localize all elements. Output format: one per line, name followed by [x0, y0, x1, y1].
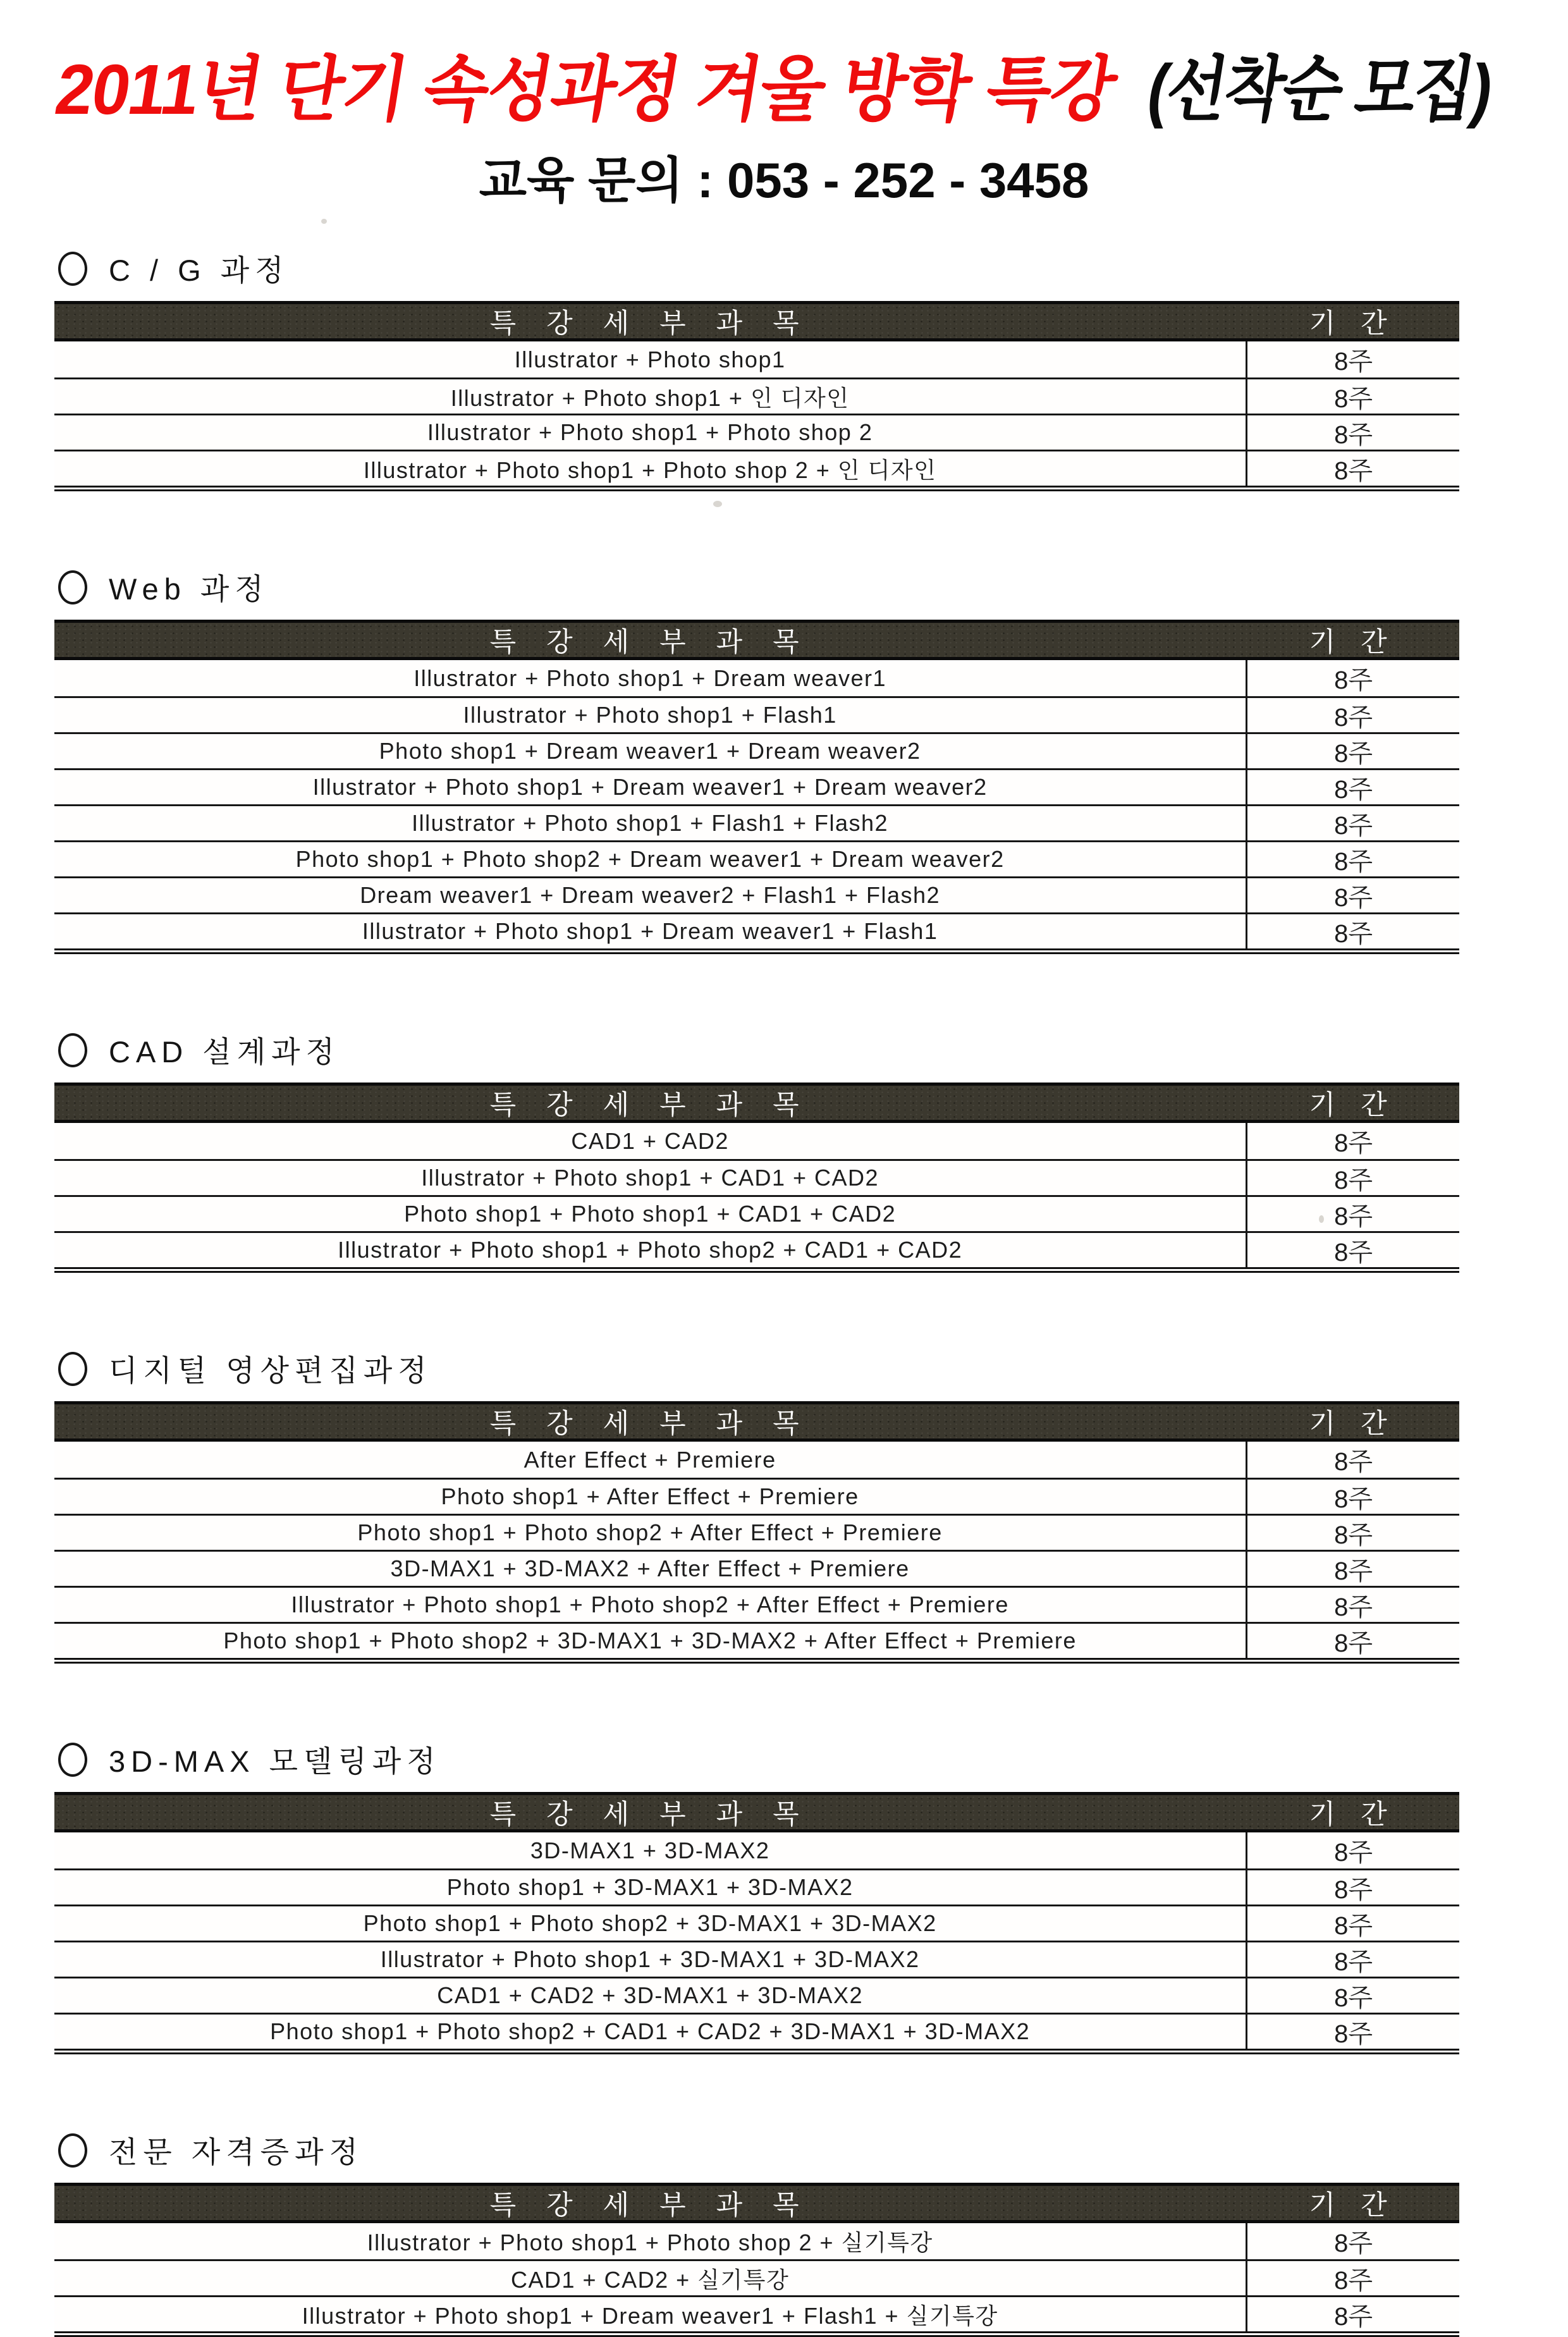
row-subject: Illustrator + Photo shop1 + 인 디자인 [450, 384, 850, 411]
table-row [54, 1159, 1459, 1195]
row-subject: Photo shop1 + Photo shop1 + CAD1 + CAD2 [404, 1201, 897, 1227]
table-header-row [54, 2183, 1459, 2223]
table-row [54, 768, 1459, 804]
row-subject: Illustrator + Photo shop1 + Photo shop 2 + 실기특강 [367, 2230, 933, 2255]
row-period: 8주 [1246, 2223, 1459, 2259]
column-header-period: 기 간 [1309, 1799, 1396, 1830]
row-subject: Illustrator + Photo shop1 + Photo shop2 + After Effect + Premiere [291, 1592, 1009, 1617]
table-row [54, 1123, 1459, 1159]
row-subject: Illustrator + Photo shop1 + Photo shop 2 [427, 419, 873, 445]
row-period: 8주 [1246, 770, 1459, 804]
row-period: 8주 [1246, 878, 1459, 912]
table-row [54, 1941, 1459, 1977]
row-period: 8주 [1246, 1588, 1459, 1622]
row-subject: CAD1 + CAD2 [571, 1127, 729, 1154]
row-subject: Photo shop1 + 3D-MAX1 + 3D-MAX2 [446, 1874, 854, 1900]
column-header-subject: 특 강 세 부 과 목 [489, 1799, 811, 1830]
course-table [54, 1792, 1459, 2054]
row-subject: CAD1 + CAD2 + 3D-MAX1 + 3D-MAX2 [437, 1982, 863, 2008]
table-row [54, 2295, 1459, 2331]
scan-speck [321, 219, 327, 224]
row-period: 8주 [1246, 2297, 1459, 2331]
row-period: 8주 [1246, 1233, 1459, 1267]
table-header-row [54, 301, 1459, 341]
table-row [54, 1195, 1459, 1231]
row-subject: Illustrator + Photo shop1 + Dream weaver1 + Flash1 [362, 918, 938, 944]
scan-speck [713, 501, 722, 507]
course-table [54, 1083, 1459, 1273]
row-subject: 3D-MAX1 + 3D-MAX2 [530, 1837, 770, 1863]
course-section [54, 247, 1459, 491]
row-subject: Illustrator + Photo shop1 + Photo shop2 + CAD1 + CAD2 [338, 1237, 963, 1263]
section-bullet-circle-icon [58, 2133, 87, 2168]
row-period: 8주 [1246, 734, 1459, 768]
column-header-period: 기 간 [1309, 308, 1396, 339]
row-subject: Illustrator + Photo shop1 + Dream weaver1 [413, 665, 887, 691]
table-header-row [54, 1401, 1459, 1442]
course-table [54, 2183, 1459, 2337]
section-title-label: CAD 설계과정 [109, 1035, 340, 1069]
course-sections [54, 247, 1459, 2337]
section-bullet-circle-icon [58, 1033, 87, 1067]
table-row [54, 732, 1459, 768]
table-row [54, 341, 1459, 377]
page-title [0, 33, 1568, 135]
course-section [54, 566, 1459, 954]
column-header-subject: 특 강 세 부 과 목 [489, 627, 811, 658]
row-period: 8주 [1246, 1624, 1459, 1658]
row-subject: Photo shop1 + Photo shop2 + CAD1 + CAD2 + 3D-MAX1 + 3D-MAX2 [270, 2018, 1031, 2044]
table-row [54, 1832, 1459, 1868]
row-subject: Illustrator + Photo shop1 + CAD1 + CAD2 [421, 1165, 879, 1191]
table-row [54, 2223, 1459, 2259]
row-period: 8주 [1246, 1123, 1459, 1159]
row-period: 8주 [1246, 914, 1459, 948]
row-period: 8주 [1246, 1480, 1459, 1514]
row-period: 8주 [1246, 1978, 1459, 2013]
table-row [54, 1550, 1459, 1586]
row-subject: Photo shop1 + Photo shop2 + Dream weaver1 + Dream weaver2 [295, 846, 1005, 872]
row-period: 8주 [1246, 1197, 1459, 1231]
course-table [54, 301, 1459, 491]
row-period: 8주 [1246, 806, 1459, 840]
section-bullet-circle-icon [58, 252, 87, 286]
table-row [54, 1977, 1459, 2013]
table-row [54, 1868, 1459, 1905]
row-period: 8주 [1246, 1906, 1459, 1941]
row-subject: Illustrator + Photo shop1 + 3D-MAX1 + 3D-MAX2 [380, 1946, 920, 1972]
section-title-label: 전문 자격증과정 [109, 2135, 364, 2169]
course-section [54, 1347, 1459, 1664]
row-subject: CAD1 + CAD2 + 실기특강 [511, 2266, 790, 2293]
table-row [54, 912, 1459, 948]
row-period: 8주 [1246, 1442, 1459, 1478]
row-period: 8주 [1246, 451, 1459, 486]
row-subject: Photo shop1 + Dream weaver1 + Dream weaver2 [379, 738, 921, 764]
section-bullet-circle-icon [58, 1352, 87, 1386]
table-row [54, 1514, 1459, 1550]
page-title-main: 2011년 단기 속성과정 겨울 방학 특강 [50, 50, 1121, 129]
table-row [54, 414, 1459, 450]
course-section [54, 1029, 1459, 1273]
table-row [54, 1442, 1459, 1478]
course-section [54, 1738, 1459, 2054]
table-row [54, 876, 1459, 912]
row-subject: Illustrator + Photo shop1 + Dream weaver1 + Dream weaver2 [312, 774, 988, 800]
row-period: 8주 [1246, 660, 1459, 696]
row-period: 8주 [1246, 1552, 1459, 1586]
row-subject: 3D-MAX1 + 3D-MAX2 + After Effect + Premiere [390, 1555, 910, 1581]
column-header-subject: 특 강 세 부 과 목 [489, 308, 811, 339]
row-subject: Photo shop1 + After Effect + Premiere [441, 1483, 859, 1509]
row-subject: Dream weaver1 + Dream weaver2 + Flash1 + Flash2 [360, 882, 941, 908]
course-section [54, 2129, 1459, 2337]
column-header-subject: 특 강 세 부 과 목 [489, 2190, 811, 2221]
row-period: 8주 [1246, 1516, 1459, 1550]
contact-phone: 교육 문의 : 053 - 252 - 3458 [479, 152, 1089, 208]
row-subject: Photo shop1 + Photo shop2 + 3D-MAX1 + 3D-MAX2 + After Effect + Premiere [223, 1628, 1077, 1653]
row-period: 8주 [1246, 1870, 1459, 1905]
table-header-row [54, 620, 1459, 660]
table-row [54, 1622, 1459, 1658]
row-period: 8주 [1246, 1161, 1459, 1195]
row-subject: After Effect + Premiere [524, 1446, 776, 1473]
table-row [54, 804, 1459, 840]
column-header-period: 기 간 [1309, 1408, 1396, 1439]
row-period: 8주 [1246, 842, 1459, 876]
table-row [54, 1478, 1459, 1514]
page-title-note: (선착순 모집) [1142, 50, 1497, 129]
table-row [54, 660, 1459, 696]
course-table [54, 1401, 1459, 1664]
row-period: 8주 [1246, 341, 1459, 377]
table-row [54, 1231, 1459, 1267]
row-subject: Photo shop1 + Photo shop2 + 3D-MAX1 + 3D-MAX2 [363, 1910, 937, 1936]
section-title-label: Web 과정 [109, 572, 269, 606]
column-header-subject: 특 강 세 부 과 목 [489, 1408, 811, 1439]
row-subject: Illustrator + Photo shop1 [514, 346, 786, 372]
section-bullet-circle-icon [58, 1743, 87, 1777]
section-title-label: 3D-MAX 모델링과정 [109, 1745, 441, 1778]
section-bullet-circle-icon [58, 570, 87, 604]
row-period: 8주 [1246, 415, 1459, 450]
row-subject: Illustrator + Photo shop1 + Dream weaver1 + Flash1 + 실기특강 [302, 2302, 998, 2329]
row-period: 8주 [1246, 698, 1459, 732]
table-row [54, 1905, 1459, 1941]
row-period: 8주 [1246, 1942, 1459, 1977]
scan-speck [1319, 1215, 1324, 1223]
row-subject: Illustrator + Photo shop1 + Flash1 + Flash2 [412, 810, 889, 836]
table-header-row [54, 1083, 1459, 1123]
table-row [54, 696, 1459, 732]
column-header-period: 기 간 [1309, 2190, 1396, 2221]
row-period: 8주 [1246, 2015, 1459, 2049]
table-row [54, 2013, 1459, 2049]
row-subject: Illustrator + Photo shop1 + Photo shop 2 + 인 디자인 [363, 457, 937, 483]
column-header-period: 기 간 [1309, 1089, 1396, 1120]
column-header-subject: 특 강 세 부 과 목 [489, 1089, 811, 1120]
table-row [54, 450, 1459, 486]
table-header-row [54, 1792, 1459, 1832]
section-title-label: 디지털 영상편집과정 [109, 1354, 432, 1387]
column-header-period: 기 간 [1309, 627, 1396, 658]
table-row [54, 840, 1459, 876]
table-row [54, 1586, 1459, 1622]
row-period: 8주 [1246, 1832, 1459, 1868]
section-title-label: C / G 과정 [109, 254, 290, 287]
row-period: 8주 [1246, 2261, 1459, 2295]
row-subject: Photo shop1 + Photo shop2 + After Effect + Premiere [357, 1519, 943, 1545]
row-period: 8주 [1246, 379, 1459, 414]
row-subject: Illustrator + Photo shop1 + Flash1 [463, 702, 837, 728]
table-row [54, 2259, 1459, 2295]
table-row [54, 377, 1459, 414]
course-table [54, 620, 1459, 954]
